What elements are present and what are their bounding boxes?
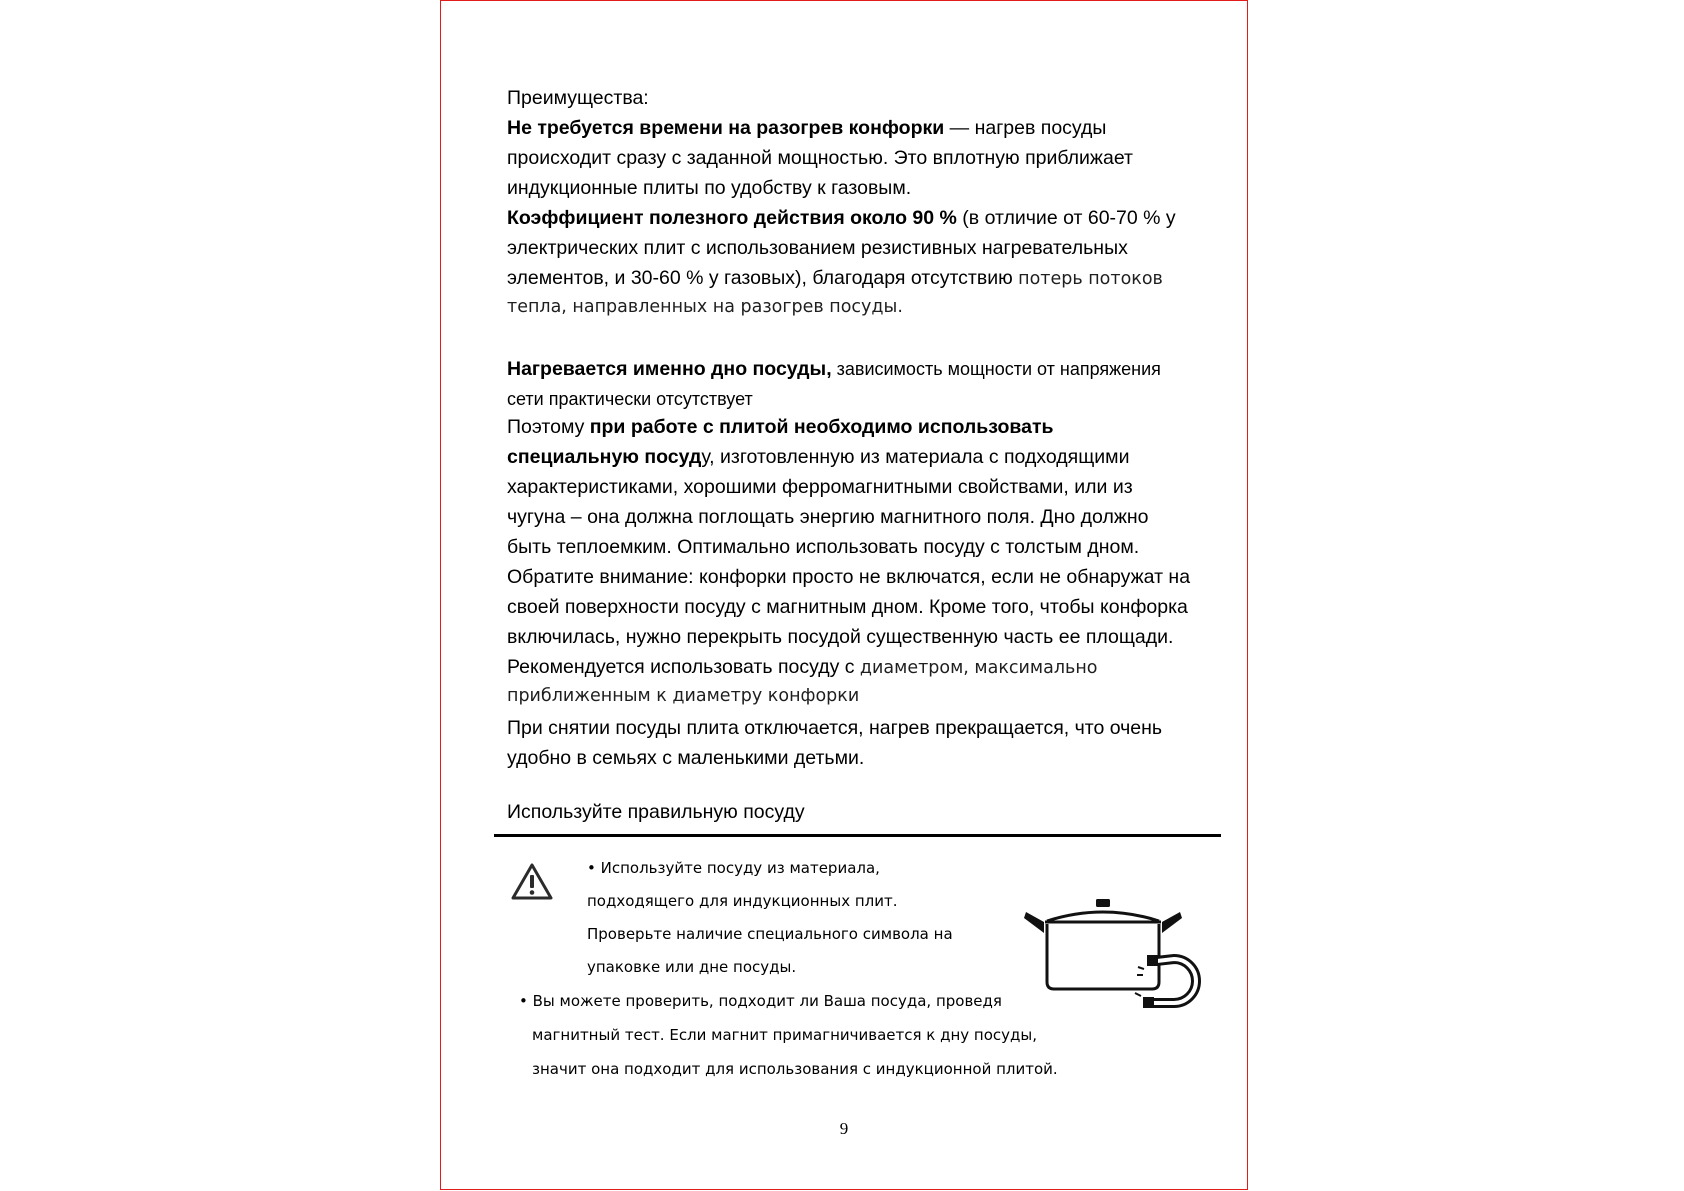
- bullet-1-line-2: подходящего для индукционных плит.: [587, 892, 898, 910]
- section-divider: [494, 834, 1221, 837]
- manual-page: [440, 0, 1248, 1190]
- cookware-para-line-10: приближенным к диаметру конфорки: [507, 686, 860, 706]
- warning-triangle-icon: [510, 862, 554, 902]
- advantage-3-line-1: Нагревается именно дно посуды, зависимость мощности от напряжения: [507, 358, 1161, 380]
- advantage-1-line-2: происходит сразу с заданной мощностью. Это вплотную приближает: [507, 147, 1133, 169]
- cookware-para-line-11: При снятии посуды плита отключается, нагрев прекращается, что очень: [507, 717, 1163, 739]
- bullet-1-line-1: • Используйте посуду из материала,: [587, 859, 880, 877]
- advantage-2-line-1: Коэффициент полезного действия около 90 % (в отличие от 60-70 % у: [507, 207, 1176, 229]
- cookware-para-line-9: Рекомендуется использовать посуду с диаметром, максимально: [507, 656, 1098, 678]
- bullet-1-line-4: упаковке или дне посуды.: [587, 958, 797, 976]
- cookware-para-line-4: чугуна – она должна поглощать энергию магнитного поля. Дно должно: [507, 506, 1149, 528]
- advantage-2-line-3: элементов, и 30-60 % у газовых), благодаря отсутствию потерь потоков: [507, 267, 1163, 289]
- pot-with-magnet-icon: [1023, 899, 1201, 1011]
- page-number: 9: [839, 1119, 849, 1138]
- cookware-para-line-2: специальную посуду, изготовленную из материала с подходящими: [507, 446, 1130, 468]
- cookware-para-line-12: удобно в семьях с маленькими детьми.: [507, 747, 865, 769]
- cookware-para-line-6: Обратите внимание: конфорки просто не включатся, если не обнаружат на: [507, 566, 1191, 588]
- section-title: Используйте правильную посуду: [507, 801, 805, 823]
- advantage-1-line-3: индукционные плиты по удобству к газовым.: [507, 177, 912, 199]
- cookware-para-line-7: своей поверхности посуду с магнитным дном. Кроме того, чтобы конфорка: [507, 596, 1188, 618]
- advantage-2-line-4: тепла, направленных на разогрев посуды.: [507, 297, 903, 317]
- bullet-2-line-1: • Вы можете проверить, подходит ли Ваша посуда, проведя: [519, 992, 1002, 1010]
- advantage-1-bold: Не требуется времени на разогрев конфорки: [507, 117, 945, 139]
- advantage-3-bold: Нагревается именно дно посуды,: [507, 358, 832, 380]
- cookware-para-line-8: включилась, нужно перекрыть посудой существенную часть ее площади.: [507, 626, 1174, 648]
- cookware-para-line-1: Поэтому при работе с плитой необходимо использовать: [507, 416, 1054, 438]
- cookware-para-line-3: характеристиками, хорошими ферромагнитными свойствами, или из: [507, 476, 1133, 498]
- bullet-2-line-3: значит она подходит для использования с индукционной плитой.: [532, 1060, 1058, 1078]
- advantage-3-line-2: сети практически отсутствует: [507, 389, 753, 409]
- advantage-2-bold: Коэффициент полезного действия около 90 %: [507, 207, 957, 229]
- advantages-heading: Преимущества:: [507, 87, 649, 109]
- cookware-para-line-5: быть теплоемким. Оптимально использовать посуду с толстым дном.: [507, 536, 1140, 558]
- bullet-1-line-3: Проверьте наличие специального символа на: [587, 925, 953, 943]
- advantage-2-line-2: электрических плит с использованием резистивных нагревательных: [507, 237, 1128, 259]
- advantage-1-line-1: Не требуется времени на разогрев конфорки — нагрев посуды: [507, 117, 1107, 139]
- bullet-2-line-2: магнитный тест. Если магнит примагничивается к дну посуды,: [532, 1026, 1038, 1044]
